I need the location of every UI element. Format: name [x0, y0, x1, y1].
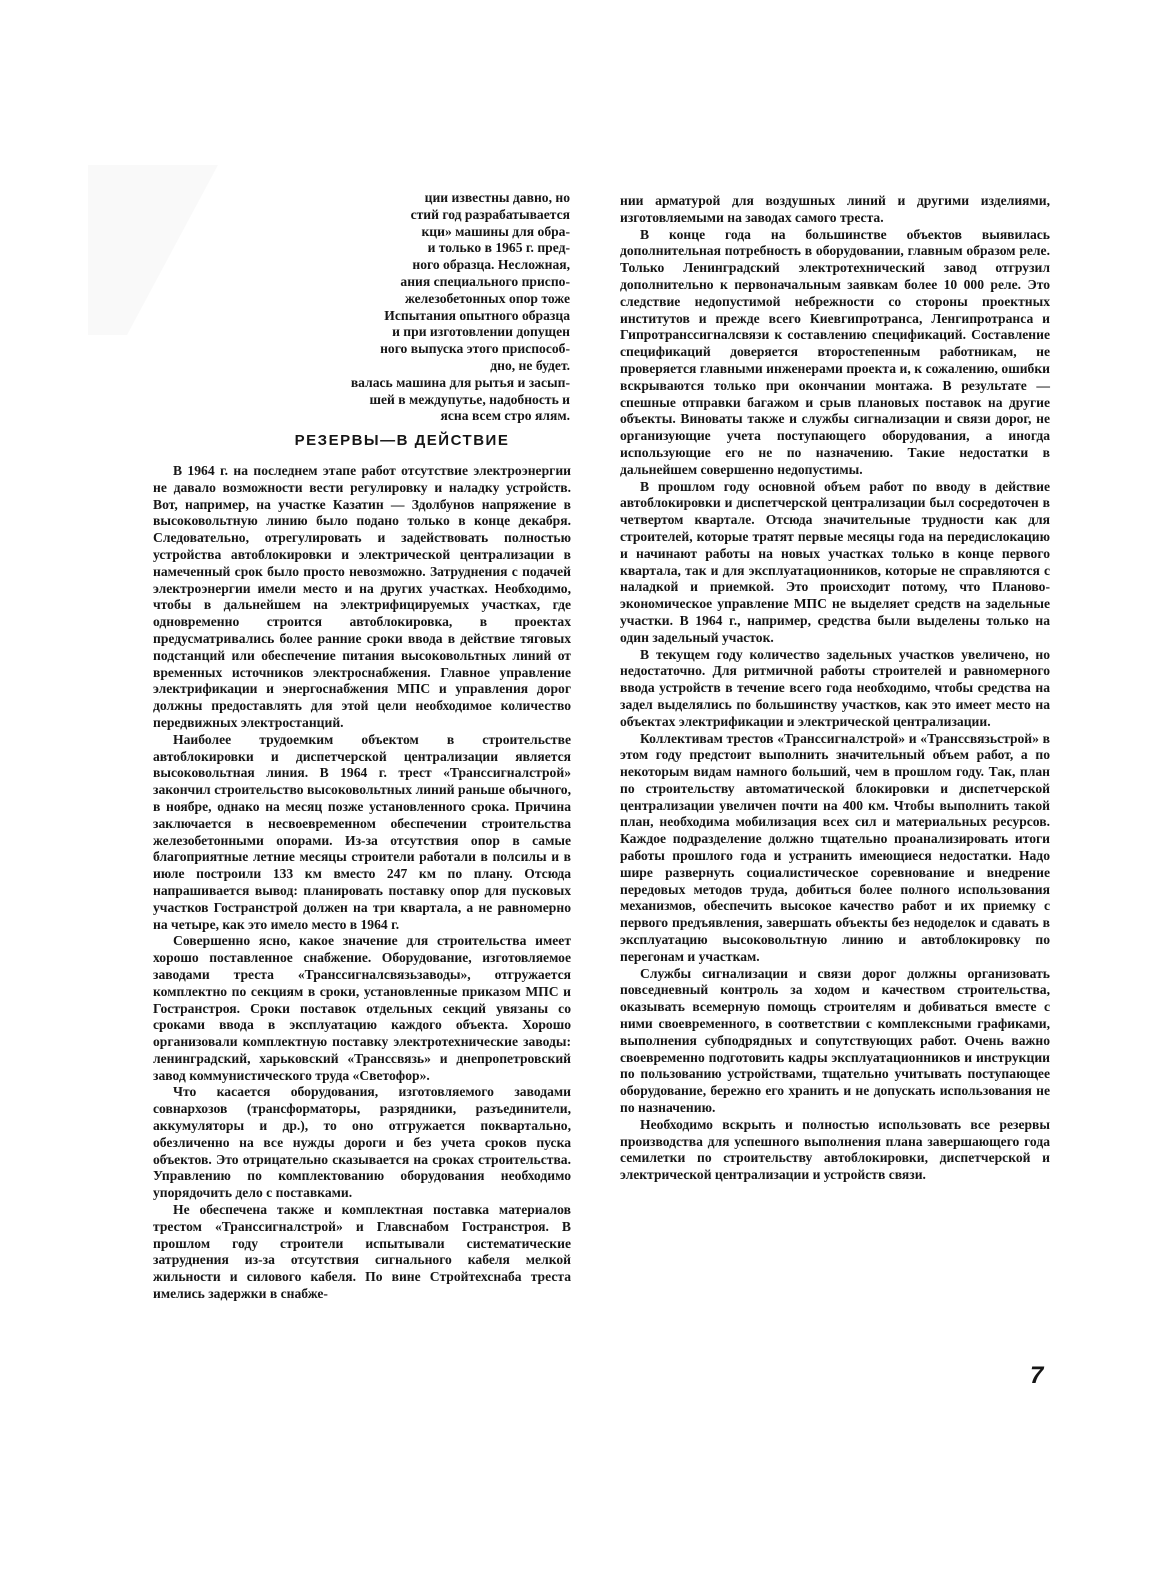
- fragment-line: дно, не будет.: [490, 357, 570, 373]
- scan-blotch: [88, 165, 218, 335]
- fragment-line: стий год разрабатывается: [410, 206, 570, 222]
- paragraph: Коллективам трестов «Транссигналстрой» и «Транссвязьстрой» в этом году предстоит выполнить значительный объем работ, а по некоторым видам намного больший, чем в прошлом году. Так, план по строительству автоматической блокировки и диспетчерской централизации увеличен почти на 400 км. Чтобы выполнить такой план, необходима мобилизация всех сил и материальных ресурсов. Каждое подразделение должно тщательно проанализировать итоги работы прошлого года и устранить имеющиеся недостатки. Надо шире развернуть социалистическое соревнование и внедрение передовых методов труда, добиться более полного использования механизмов, обеспечить высокое качество работ и их приемку с первого предъявления, завершать объекты без недоделок и сдавать в эксплуатацию высоковольтную линию и автоблокировку по перегонам и участкам.: [620, 730, 1050, 964]
- fragment-line: валась машина для рытья и засып-: [350, 374, 570, 390]
- right-column: [620, 193, 1050, 1184]
- fragment-line: железобетонных опор тоже: [404, 290, 570, 306]
- paragraph: В конце года на большинстве объектов выявилась дополнительная потребность в оборудовании, главным образом реле. Только Ленинградский электротехнический завод отгрузил дополнительно к первоначальным заявкам более 10 000 реле. Это следствие недопустимой небрежности со стороны проектных институтов и прежде всего Киевгипротранса, Ленгипротранса и Гипротранссигналсвязи к составлению спецификаций. Составление спецификаций доверяется второстепенным работникам, не проверяется главными инженерами проекта и, к сожалению, ошибки вскрываются только при окончании монтажа. В результате — спешные отправки багажом и срыв плановых поставок на другие объекты. Виноваты также и службы сигнализации и связи дорог, не организующие учета поступающего оборудования, а иногда использующие его не по назначению. Такие недостатки в дальнейшем совершенно недопустимы.: [620, 226, 1050, 477]
- fragment-line: ного образца. Несложная,: [412, 257, 570, 273]
- fragment-line: и при изготовлении допущен: [392, 324, 570, 340]
- paragraph: Что касается оборудования, изготовляемого заводами совнархозов (трансформаторы, разрядники, разъединители, аккумуляторы и др.), то оно отгружается поквартально, обезличенно на все нужды дороги и без учета сроков пуска объектов. Это отрицательно сказывается на сроках строительства. Управлению по комплектованию оборудования необходимо упорядочить дело с поставками.: [153, 1084, 571, 1201]
- left-column: [153, 463, 571, 1303]
- fragment-line: Испытания опытного образца: [384, 307, 570, 323]
- fragment-line: кци» машины для обра-: [421, 223, 570, 239]
- paragraph: В прошлом году основной объем работ по вводу в действие автоблокировки и диспетчерской централизации был сосредоточен в четвертом квартале. Отсюда значительные трудности как для строителей, которые тратят первые месяцы года на передислокацию и начинают работы на новых участках только в конце первого квартала, так и для эксплуатационников, которые не справляются с наладкой и приемкой. Это происходит потому, что Планово-экономическое управление МПС не выделяет средств на задельные участки. В 1964 г., например, средства были выделены только на один задельный участок.: [620, 478, 1050, 645]
- page-number: 7: [1030, 1362, 1044, 1389]
- paragraph: Совершенно ясно, какое значение для строительства имеет хорошо поставленное снабжение. Оборудование, изготовляемое заводами треста «Транссигналсвязьзаводы», отгружается комплектно по секциям в сроки, установленные приказом МПС и Гостранстроя. Сроки поставок отдельных секций увязаны со сроками ввода в эксплуатацию каждого объекта. Хорошо организовали комплектную поставку электротехнические заводы: ленинградский, харьковский «Транссвязь» и днепропетровский завод коммунистического труда «Светофор».: [153, 933, 571, 1083]
- fragment-line: ясна всем стро ялям.: [440, 408, 570, 424]
- paragraph: В текущем году количество задельных участков увеличено, но недостаточно. Для ритмичной работы строителей и равномерного ввода устройств в течение всего года необходимо, чтобы средства на задел выделялись по большинству участков, как это имеет место на объектах электрификации и электрической централизации.: [620, 646, 1050, 729]
- fragment-line: ции известны давно, но: [424, 190, 570, 205]
- fragment-line: и только в 1965 г. пред-: [427, 240, 570, 256]
- section-heading: РЕЗЕРВЫ—В ДЕЙСТВИЕ: [294, 432, 510, 449]
- paragraph: Необходимо вскрыть и полностью использовать все резервы производства для успешного выполнения плана завершающего года семилетки по строительству автоблокировки, диспетчерской и электрической централизации и устройств связи.: [620, 1116, 1050, 1183]
- paragraph: В 1964 г. на последнем этапе работ отсутствие электроэнергии не давало возможности вести регулировку и наладку устройств. Вот, например, на участке Казатин — Здолбунов напряжение в высоковольтную линию было подано только в конце декабря. Следовательно, отрегулировать и задействовать полностью устройства автоблокировки и электрической централизации в намеченный срок было просто невозможно. Затруднения с подачей электроэнергии имели место и на других участках. Необходимо, чтобы в дальнейшем на электрифицируемых участках, где одновременно строится автоблокировка, в проектах предусматривались более ранние сроки ввода в действие тяговых подстанций или обеспечение питания высоковольтных линий от временных источников электроснабжения. Главное управление электрификации и энергоснабжения МПС и управления дорог должны предоставлять для этой цели необходимое количество передвижных электростанций.: [153, 463, 571, 730]
- fragment-line: шей в междупутье, надобность и: [369, 391, 570, 407]
- paragraph: Не обеспечена также и комплектная поставка материалов трестом «Транссигналстрой» и Главснабом Гостранстроя. В прошлом году строители испытывали систематические затруднения из-за отсутствия сигнального кабеля мелкой жильности и силового кабеля. По вине Стройтехснаба треста имелись задержки в снабже-: [153, 1202, 571, 1302]
- paragraph: Службы сигнализации и связи дорог должны организовать повседневный контроль за ходом и качеством строительства, оказывать всемерную помощь строителям и добиваться вместе с ними своевременного, в соответствии с комплексными графиками, выполнения субподрядных и сопутствующих работ. Очень важно своевременно подготовить кадры эксплуатационников и инструкции по пользованию устройствами, тщательно учитывать поступающее оборудование, бережно его хранить и не допускать использования не по назначению.: [620, 965, 1050, 1116]
- paragraph: Наиболее трудоемким объектом в строительстве автоблокировки и диспетчерской централизации является высоковольтная линия. В 1964 г. трест «Транссигналстрой» закончил строительство высоковольтных линий раньше обычного, в ноябре, однако на месяц позже установленного срока. Причина заключается в несвоевременном обеспечении строительства железобетонными опорами. Из-за отсутствия опор в самые благоприятные летние месяцы строители работали в полсилы и в июле построили 133 км вместо 247 км по плану. Отсюда напрашивается вывод: планировать поставку опор для пусковых участков Гостранстрой должен на три квартала, а не равномерно на четыре, как это имело место в 1964 г.: [153, 731, 571, 932]
- left-top-fragment: [318, 190, 570, 425]
- paragraph: нии арматурой для воздушных линий и другими изделиями, изготовляемыми на заводах самого треста.: [620, 193, 1050, 225]
- fragment-line: ания специального приспо-: [400, 273, 570, 289]
- fragment-line: ного выпуска этого приспособ-: [380, 341, 570, 357]
